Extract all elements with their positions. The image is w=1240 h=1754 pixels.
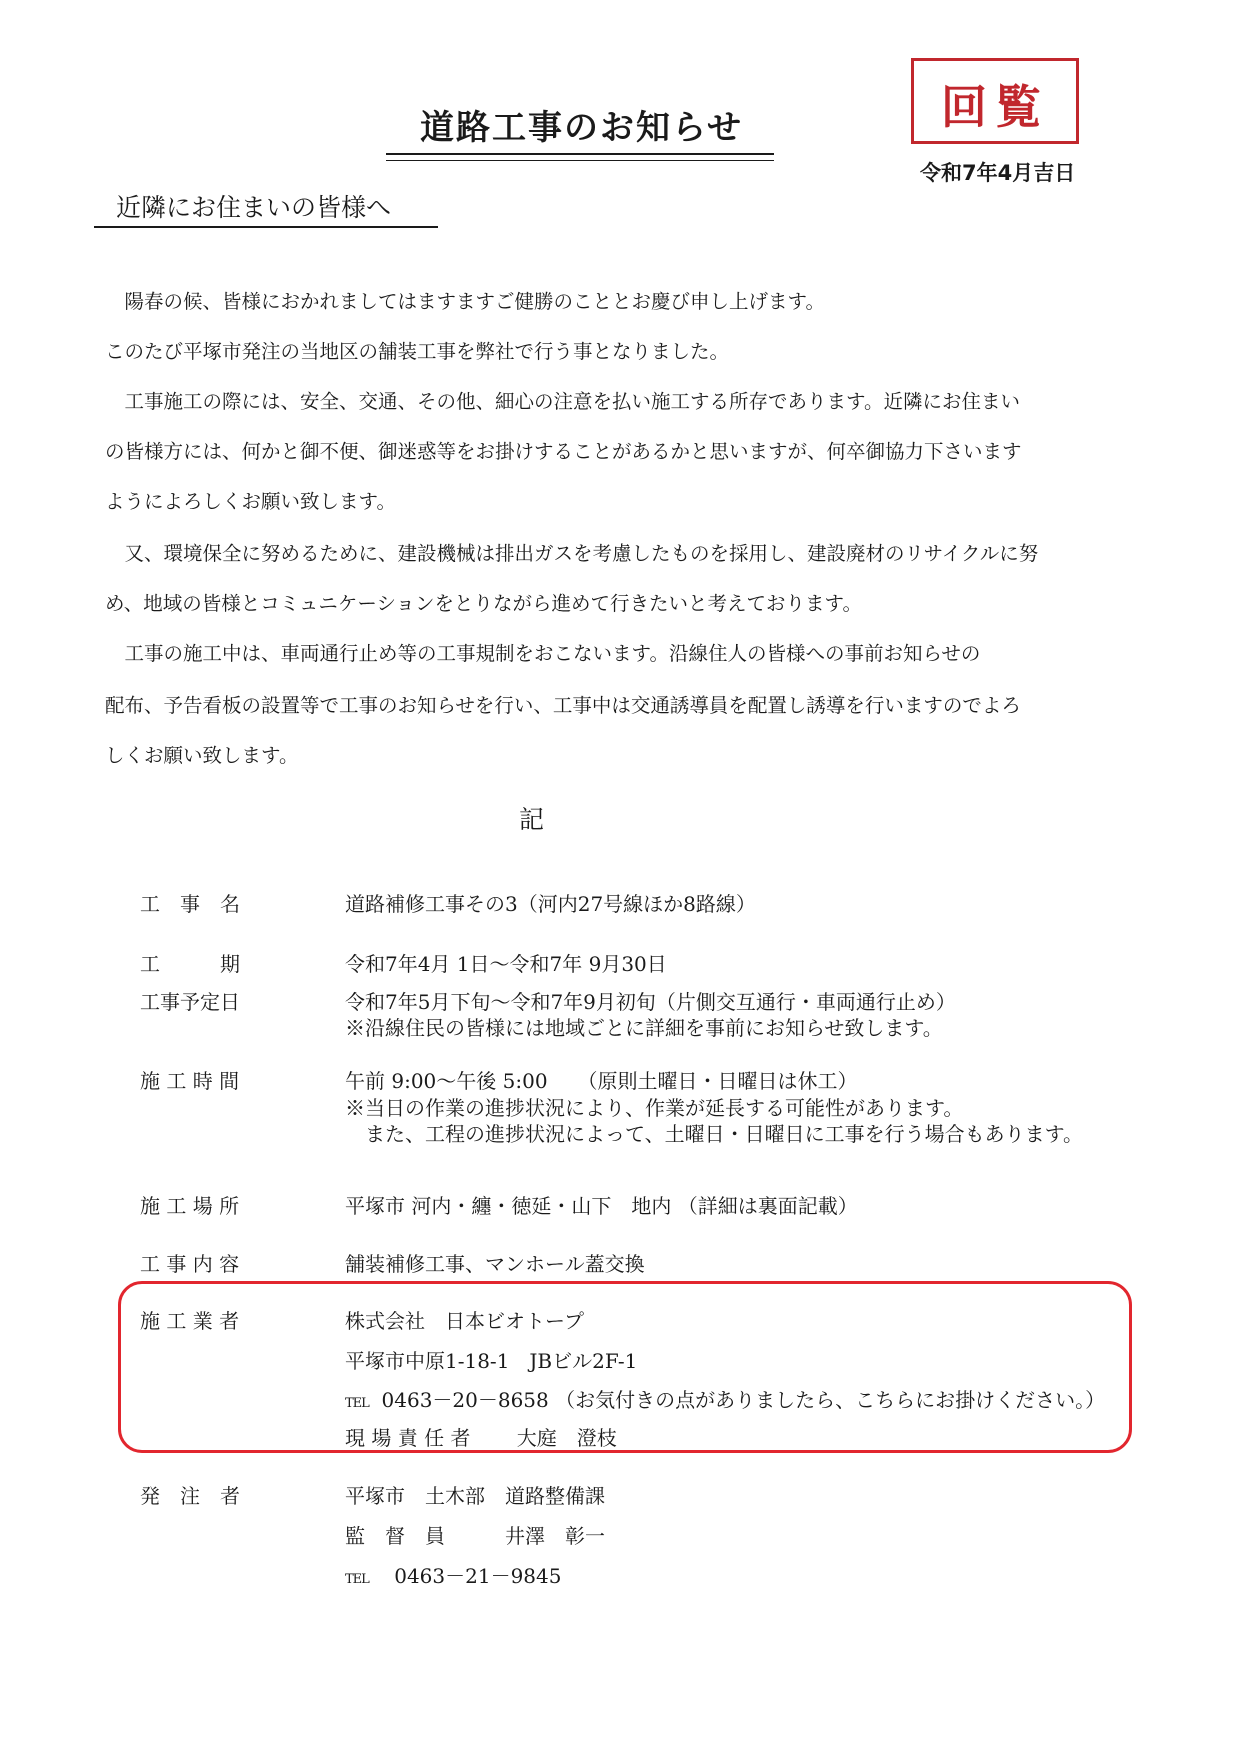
title-underline-thin	[386, 160, 774, 161]
tel-mark: TEL	[345, 1396, 369, 1411]
addressee-underline	[94, 226, 438, 228]
place-label: 施 工 場 所	[140, 1194, 240, 1218]
tel-mark: TEL	[345, 1572, 369, 1587]
body-line: 工事の施工中は、車両通行止め等の工事規制をおこないます。沿線住人の皆様への事前お知らせの	[105, 642, 981, 665]
orderer-dept: 平塚市 土木部 道路整備課	[345, 1484, 605, 1508]
hours-note-2: また、工程の進捗状況によって、土曜日・日曜日に工事を行う場合もあります。	[345, 1122, 1083, 1146]
body-line: ようによろしくお願い致します。	[105, 490, 396, 513]
hours-value: 午前 9:00～午後 5:00 （原則土曜日・日曜日は休工）	[345, 1069, 858, 1093]
contractor-tel: 0463－20－8658	[381, 1388, 549, 1412]
project-name-label: 工 事 名	[140, 892, 240, 916]
body-line: 陽春の候、皆様におかれましてはますますご健勝のこととお慶び申し上げます。	[105, 290, 825, 313]
title-underline	[386, 153, 774, 155]
content-value: 舗装補修工事、マンホール蓋交換	[345, 1252, 645, 1276]
schedule-label: 工事予定日	[140, 990, 240, 1014]
contractor-address: 平塚市中原1-18-1 JBビル2F-1	[345, 1349, 638, 1373]
hours-note-1: ※当日の作業の進捗状況により、作業が延長する可能性があります。	[345, 1096, 964, 1120]
stamp-label: 回覧	[941, 80, 1049, 134]
body-line: の皆様方には、何かと御不便、御迷惑等をお掛けすることがあるかと思いますが、何卒御協力下さいます	[105, 440, 1022, 463]
project-name-value: 道路補修工事その3（河内27号線ほか8路線）	[345, 892, 756, 916]
contractor-label: 施 工 業 者	[140, 1309, 240, 1333]
contractor-company: 株式会社 日本ビオトープ	[345, 1309, 584, 1333]
body-line: め、地域の皆様とコミュニケーションをとりながら進めて行きたいと考えております。	[105, 592, 862, 615]
contractor-tel-note: （お気付きの点がありましたら、こちらにお掛けください。）	[555, 1388, 1106, 1412]
addressee: 近隣にお住まいの皆様へ	[116, 193, 392, 222]
orderer-label: 発 注 者	[140, 1484, 240, 1508]
body-line: 工事施工の際には、安全、交通、その他、細心の注意を払い施工する所存であります。近隣にお住まい	[105, 390, 1020, 413]
body-line: 又、環境保全に努めるために、建設機械は排出ガスを考慮したものを採用し、建設廃材のリサイクルに努	[105, 542, 1039, 565]
ki-heading: 記	[519, 805, 545, 834]
contractor-tel-line	[345, 1384, 1105, 1413]
orderer-supervisor: 監 督 員 井澤 彰一	[345, 1524, 605, 1548]
place-value: 平塚市 河内・纏・徳延・山下 地内 （詳細は裏面記載）	[345, 1194, 858, 1218]
body-line: 配布、予告看板の設置等で工事のお知らせを行い、工事中は交通誘導員を配置し誘導を行いますのでよろ	[105, 694, 1021, 717]
page-title: 道路工事のお知らせ	[420, 108, 743, 148]
body-line: しくお願い致します。	[105, 744, 299, 767]
body-line: このたび平塚市発注の当地区の舗装工事を弊社で行う事となりました。	[105, 340, 730, 363]
orderer-tel-line	[345, 1560, 561, 1589]
contractor-manager: 現 場 責 任 者 大庭 澄枝	[345, 1426, 617, 1450]
notice-date: 令和7年4月吉日	[920, 161, 1076, 185]
kairan-stamp	[911, 58, 1079, 144]
period-label: 工 期	[140, 952, 240, 976]
hours-label: 施 工 時 間	[140, 1069, 240, 1093]
schedule-note: ※沿線住民の皆様には地域ごとに詳細を事前にお知らせ致します。	[345, 1016, 943, 1040]
schedule-value: 令和7年5月下旬～令和7年9月初旬（片側交互通行・車両通行止め）	[345, 990, 956, 1014]
content-label: 工 事 内 容	[140, 1252, 240, 1276]
orderer-tel: 0463－21－9845	[394, 1564, 562, 1588]
period-value: 令和7年4月 1日～令和7年 9月30日	[345, 952, 667, 976]
